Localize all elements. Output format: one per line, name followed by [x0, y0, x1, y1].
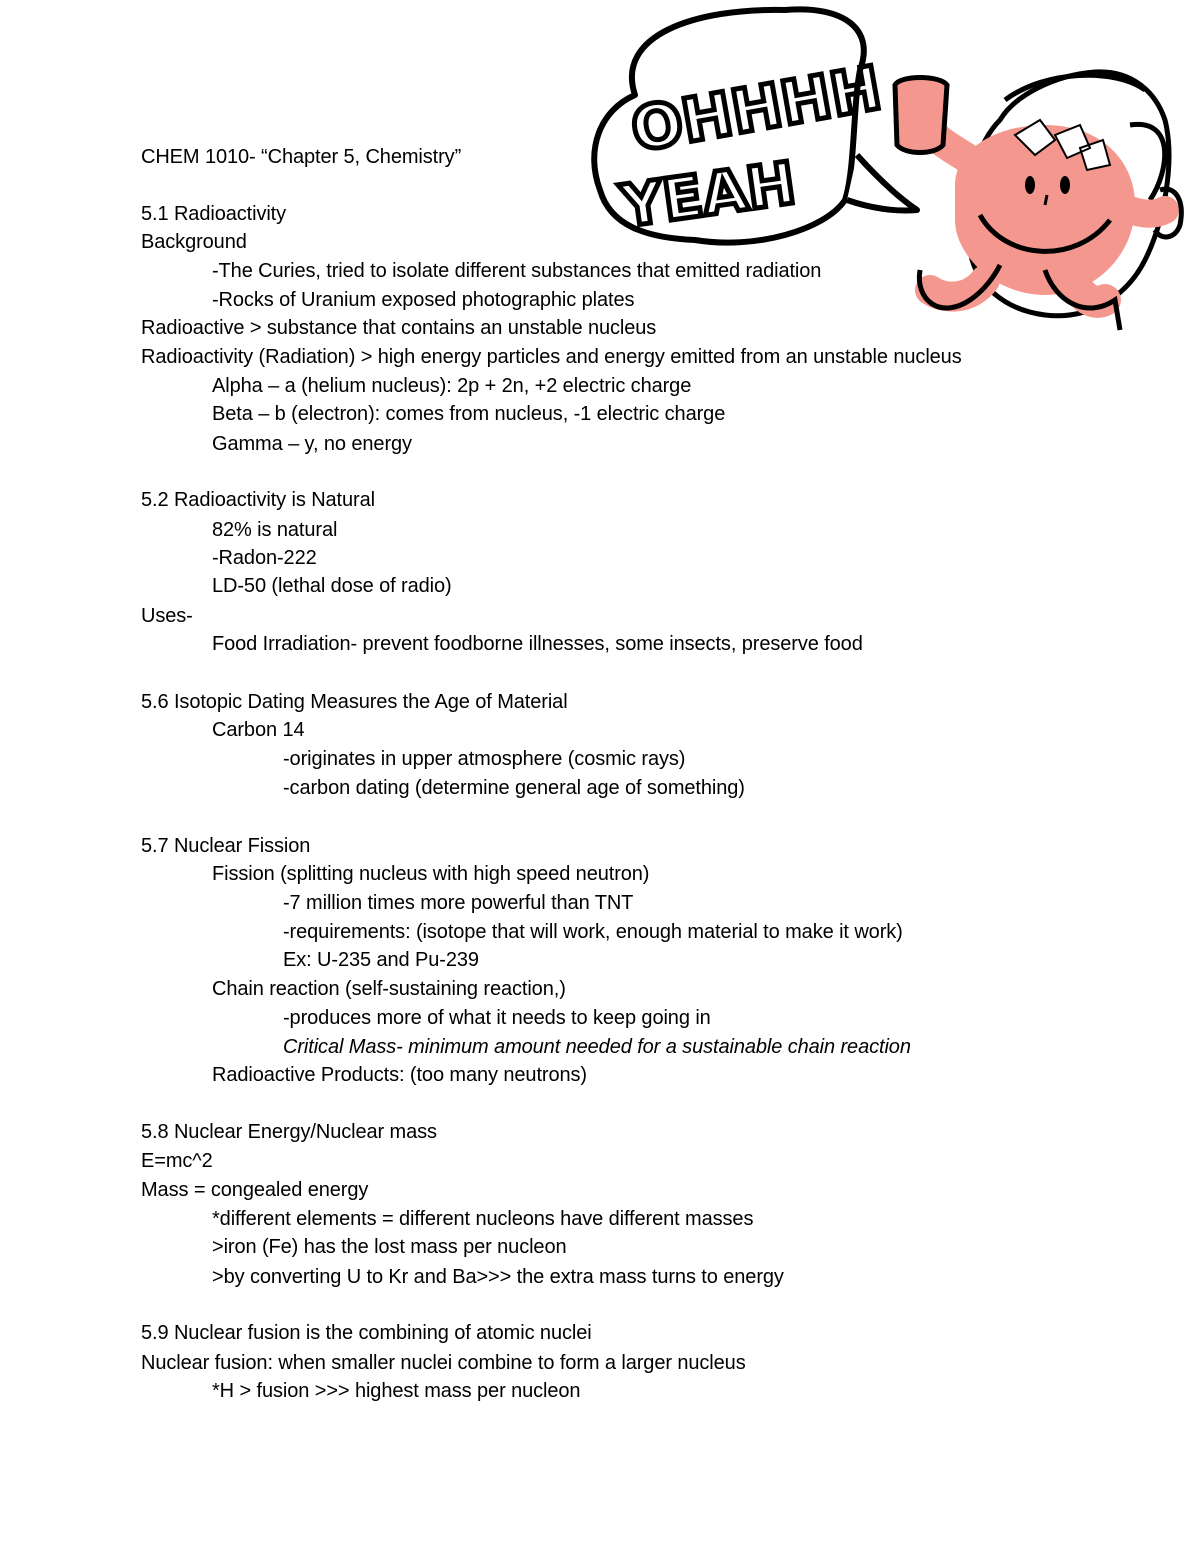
- section-heading-5-1: 5.1 Radioactivity: [141, 203, 287, 225]
- kool-aid-man-drawing: [575, 0, 1200, 340]
- note-line: LD-50 (lethal dose of radio): [212, 575, 452, 597]
- note-line: 82% is natural: [212, 519, 338, 541]
- note-line: -Rocks of Uranium exposed photographic plates: [212, 289, 635, 311]
- note-line: *H > fusion >>> highest mass per nucleon: [212, 1380, 581, 1402]
- note-line: >by converting U to Kr and Ba>>> the extra mass turns to energy: [212, 1266, 784, 1288]
- note-line: -requirements: (isotope that will work, enough material to make it work): [283, 921, 903, 943]
- note-line: -The Curies, tried to isolate different substances that emitted radiation: [212, 260, 822, 282]
- note-line: Food Irradiation- prevent foodborne illnesses, some insects, preserve food: [212, 633, 863, 655]
- note-line: -originates in upper atmosphere (cosmic rays): [283, 748, 686, 770]
- note-line: -Radon-222: [212, 547, 317, 569]
- note-line: -carbon dating (determine general age of something): [283, 777, 745, 799]
- note-line: Fission (splitting nucleus with high speed neutron): [212, 863, 650, 885]
- note-line: >iron (Fe) has the lost mass per nucleon: [212, 1236, 567, 1258]
- subheading-uses: Uses-: [141, 605, 193, 627]
- note-line: Chain reaction (self-sustaining reaction,): [212, 978, 566, 1000]
- note-line: Carbon 14: [212, 719, 305, 741]
- definition-line: Nuclear fusion: when smaller nuclei combine to form a larger nucleus: [141, 1352, 746, 1374]
- equation-line: E=mc^2: [141, 1150, 213, 1172]
- document-title: CHEM 1010- “Chapter 5, Chemistry”: [141, 146, 462, 168]
- note-line: Alpha – a (helium nucleus): 2p + 2n, +2 electric charge: [212, 375, 692, 397]
- speech-bubble: [594, 9, 917, 242]
- pitcher-character: [895, 72, 1181, 330]
- critical-mass-note: Critical Mass- minimum amount needed for a sustainable chain reaction: [283, 1036, 911, 1058]
- note-line: Beta – b (electron): comes from nucleus, -1 electric charge: [212, 403, 726, 425]
- note-line: Gamma – y, no energy: [212, 433, 412, 455]
- note-line: *different elements = different nucleons have different masses: [212, 1208, 754, 1230]
- section-heading-5-6: 5.6 Isotopic Dating Measures the Age of Material: [141, 691, 568, 713]
- definition-line: Radioactive > substance that contains an unstable nucleus: [141, 317, 657, 339]
- definition-line: Radioactivity (Radiation) > high energy particles and energy emitted from an unstable nucleus: [141, 346, 962, 368]
- section-heading-5-8: 5.8 Nuclear Energy/Nuclear mass: [141, 1121, 437, 1143]
- section-heading-5-9: 5.9 Nuclear fusion is the combining of atomic nuclei: [141, 1322, 592, 1344]
- note-line: Radioactive Products: (too many neutrons): [212, 1064, 587, 1086]
- speech-text-line-2: YEAH: [616, 148, 800, 241]
- note-line: Ex: U-235 and Pu-239: [283, 949, 479, 971]
- section-heading-5-7: 5.7 Nuclear Fission: [141, 835, 311, 857]
- speech-text-line-1: OHHHH: [626, 53, 887, 166]
- note-line: -produces more of what it needs to keep going in: [283, 1007, 711, 1029]
- note-line: -7 million times more powerful than TNT: [283, 892, 634, 914]
- section-heading-5-2: 5.2 Radioactivity is Natural: [141, 489, 375, 511]
- subheading-background: Background: [141, 231, 247, 253]
- definition-line: Mass = congealed energy: [141, 1179, 369, 1201]
